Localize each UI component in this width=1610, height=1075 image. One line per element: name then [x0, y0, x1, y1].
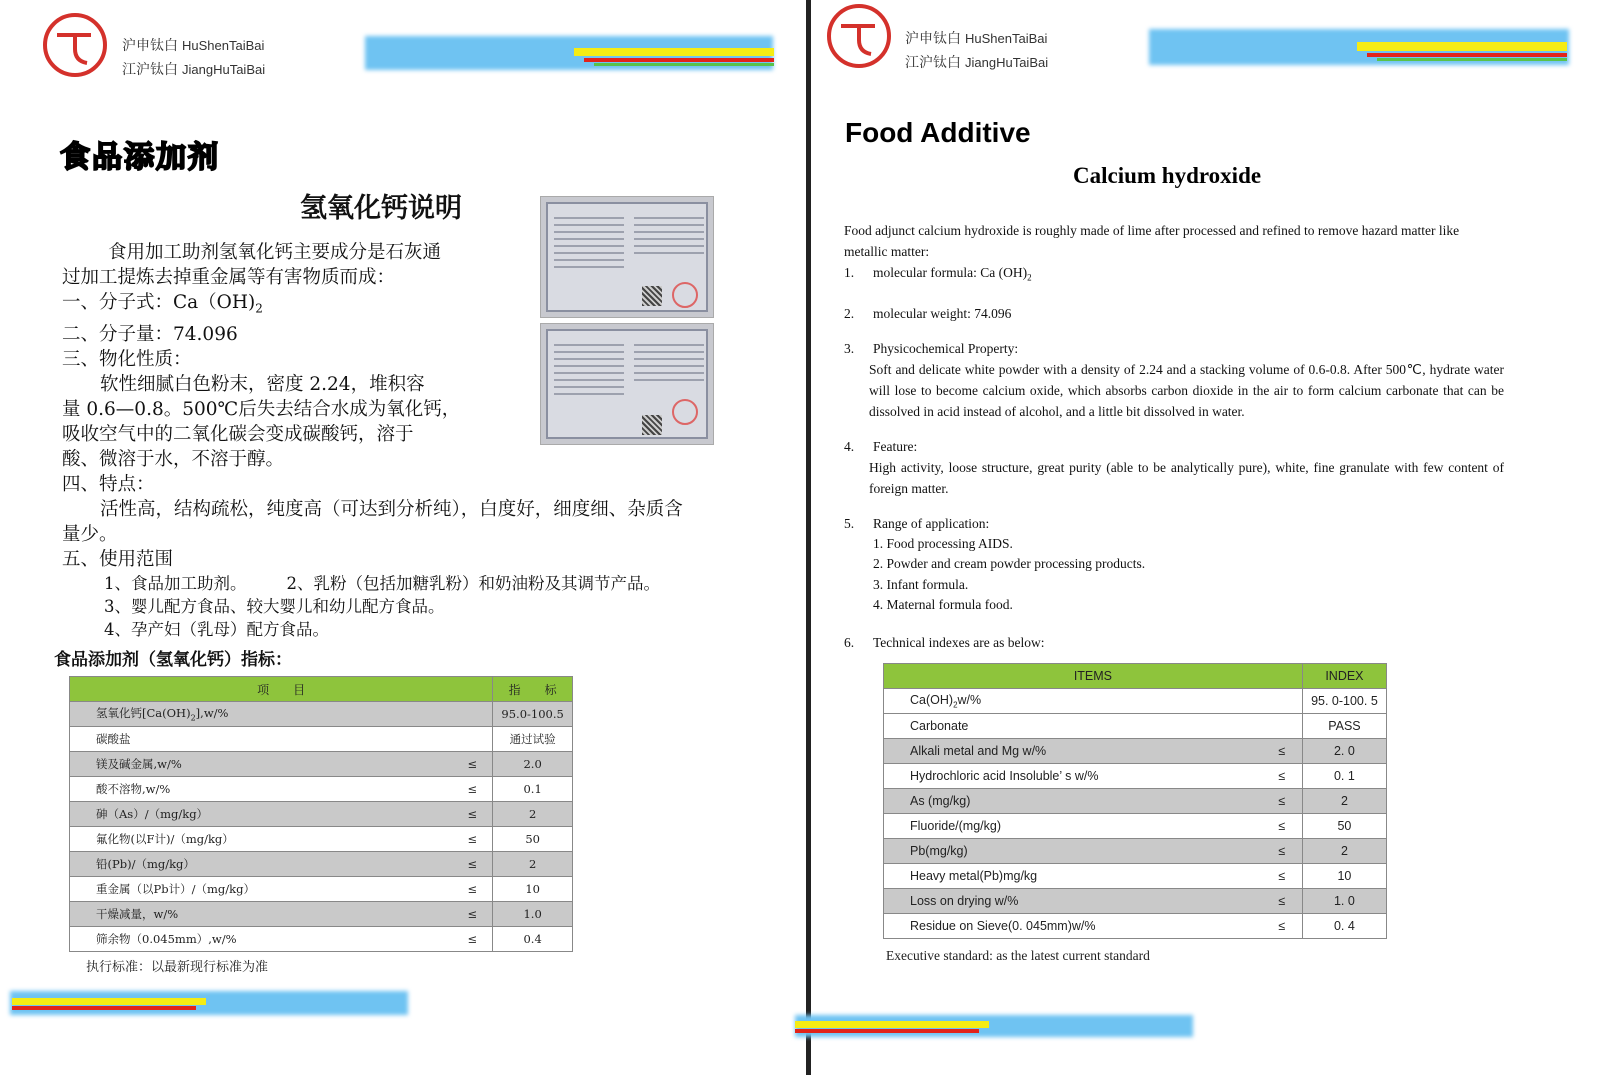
row-item: Carbonate	[884, 714, 1262, 739]
row-limit-sign: ≤	[1262, 789, 1303, 814]
row-index-value: 95.0-100.5	[493, 702, 573, 727]
brand-name: 沪申钛白 HuShenTaiBai 江沪钛白 JiangHuTaiBai	[905, 31, 1049, 71]
row-index-value: 1. 0	[1302, 889, 1386, 914]
table-row	[884, 889, 1387, 914]
row-item: Residue on Sieve(0. 045mm)w/%	[884, 914, 1262, 939]
row-index-value: 50	[1302, 814, 1386, 839]
table-row	[884, 814, 1387, 839]
table-header-row	[884, 664, 1387, 689]
row-index-value: PASS	[1302, 714, 1386, 739]
section-application: 5. Range of application:	[844, 515, 990, 531]
row-item: Alkali metal and Mg w/%	[884, 739, 1262, 764]
column-header-index: 指 标	[493, 677, 573, 702]
table-row	[70, 827, 573, 852]
property-heading: 三、物化性质：	[62, 348, 192, 370]
molecular-formula: 一、分子式：$Ca(OH)_2$	[62, 292, 263, 316]
table-row	[884, 739, 1387, 764]
table-row	[70, 877, 573, 902]
row-item: 酸不溶物,w/%	[70, 777, 453, 802]
row-limit-sign: ≤	[452, 827, 493, 852]
row-limit-sign: ≤	[1262, 864, 1303, 889]
company-logo-icon	[43, 13, 107, 77]
row-index-value: 10	[493, 877, 573, 902]
row-limit-sign: ≤	[1262, 764, 1303, 789]
executive-standard-note: Executive standard: as the latest current standard	[886, 948, 1150, 963]
property-line: 量 0.6—0.8。500℃后失去结合水成为氧化钙，	[62, 398, 461, 420]
index-table	[883, 663, 1387, 939]
row-item: Hydrochloric acid Insoluble’ s w/%	[884, 764, 1262, 789]
company-logo-icon	[827, 4, 891, 68]
table-row	[70, 802, 573, 827]
food-additive-heading: Food Additive	[845, 117, 1031, 148]
table-row	[884, 839, 1387, 864]
table-row	[884, 864, 1387, 889]
row-item: Pb(mg/kg)	[884, 839, 1262, 864]
table-row	[70, 927, 573, 952]
row-item: 氟化物(以F计)/（mg/kg）	[70, 827, 453, 852]
row-item: 重金属（以Pb计）/（mg/kg）	[70, 877, 453, 902]
table-row	[884, 914, 1387, 939]
food-additive-art-title: 食品添加剂	[60, 140, 220, 175]
row-index-value: 2	[493, 802, 573, 827]
row-index-value: 2	[1302, 789, 1386, 814]
row-item: As (mg/kg)	[884, 789, 1262, 814]
row-item: 筛余物（0.045mm）,w/%	[70, 927, 453, 952]
header-band-green	[594, 63, 774, 66]
row-limit-sign: ≤	[1262, 889, 1303, 914]
footer-band-yellow	[12, 998, 206, 1005]
section-formula: 1. molecular formula: Ca $(OH)_2$	[844, 265, 1032, 283]
header-band-red	[584, 58, 774, 62]
row-limit-sign	[1262, 714, 1303, 739]
column-header-item: 项 目	[70, 677, 493, 702]
table-row	[70, 752, 573, 777]
row-index-value: 2. 0	[1302, 739, 1386, 764]
header-band-red	[1367, 53, 1567, 57]
header-band-yellow	[574, 48, 774, 56]
row-item: Heavy metal(Pb)mg/kg	[884, 864, 1262, 889]
row-limit-sign: ≤	[452, 902, 493, 927]
section-property: 3. Physicochemical Property:	[844, 340, 1019, 356]
usage-line: 4、孕产妇（乳母）配方食品。	[104, 619, 329, 639]
table-row	[70, 777, 573, 802]
section-technical-indexes: 6. Technical indexes are as below:	[844, 634, 1045, 650]
table-row	[70, 902, 573, 927]
application-item: 2. Powder and cream powder processing products.	[873, 556, 1146, 572]
row-index-value: 95. 0-100. 5	[1302, 689, 1386, 714]
row-item: 氢氧化钙$[Ca(OH)_2],w/\%$	[70, 702, 453, 727]
row-limit-sign	[452, 702, 493, 727]
row-limit-sign	[1262, 689, 1303, 714]
row-index-value: 0.1	[493, 777, 573, 802]
row-limit-sign: ≤	[1262, 914, 1303, 939]
row-item: 镁及碱金属,w/%	[70, 752, 453, 777]
property-line: 吸收空气中的二氧化碳会变成碳酸钙，溶于	[62, 423, 414, 445]
row-limit-sign: ≤	[452, 777, 493, 802]
table-row	[884, 714, 1387, 739]
row-limit-sign: ≤	[452, 752, 493, 777]
row-item: Loss on drying w/%	[884, 889, 1262, 914]
row-limit-sign: ≤	[1262, 839, 1303, 864]
row-index-value: 2	[1302, 839, 1386, 864]
property-paragraph: Soft and delicate white powder with a density of 2.24 and a stacking volume of 0.6-0.8. After 500℃, hydrate water will lose to become calcium oxide, which absorbs carbon dioxide in the air to form calcium carbonate that can be dissolved in acid instead of alcohol, and a little bit dissolved in water.	[869, 361, 1504, 419]
row-limit-sign: ≤	[452, 852, 493, 877]
row-item: Fluoride/(mg/kg)	[884, 814, 1262, 839]
feature-paragraph: High activity, loose structure, great purity (able to be analytically pure), white, fine granulate with few content of foreign matter.	[869, 459, 1504, 496]
row-index-value: 0.4	[493, 927, 573, 952]
index-table-heading: 食品添加剂（氢氧化钙）指标：	[54, 650, 292, 670]
index-table	[69, 676, 573, 952]
row-limit-sign	[452, 727, 493, 752]
footer-band-red	[12, 1006, 196, 1010]
section-weight: 2. molecular weight: 74.096	[844, 305, 1012, 321]
row-item: 碳酸盐	[70, 727, 453, 752]
intro-paragraph: Food adjunct calcium hydroxide is roughly made of lime after processed and refined to remove hazard matter like metallic matter:	[844, 223, 1460, 259]
row-limit-sign: ≤	[1262, 739, 1303, 764]
document-title: 氢氧化钙说明	[300, 193, 462, 224]
application-item: 4. Maternal formula food.	[873, 597, 1013, 613]
application-item: 1. Food processing AIDS.	[873, 535, 1013, 551]
row-item: 干燥减量，w/%	[70, 902, 453, 927]
row-limit-sign: ≤	[452, 927, 493, 952]
english-spec-page	[811, 0, 1610, 1075]
row-item: 砷（As）/（mg/kg）	[70, 802, 453, 827]
row-index-value: 2	[493, 852, 573, 877]
table-header-row	[70, 677, 573, 702]
row-index-value: 通过试验	[493, 727, 573, 752]
row-index-value: 0. 4	[1302, 914, 1386, 939]
table-row	[884, 789, 1387, 814]
description-body	[844, 220, 1504, 653]
row-limit-sign: ≤	[452, 802, 493, 827]
footer-band-yellow	[795, 1021, 989, 1028]
column-header-items: ITEMS	[884, 664, 1303, 689]
row-index-value: 10	[1302, 864, 1386, 889]
feature-heading: 四、特点：	[62, 473, 155, 495]
feature-line: 活性高，结构疏松，纯度高（可达到分析纯），白度好，细度细、杂质含	[100, 498, 683, 520]
executive-standard-note: 执行标准：以最新现行标准为准	[86, 960, 269, 975]
section-feature: 4. Feature:	[844, 438, 918, 454]
table-row	[70, 702, 573, 727]
table-row	[70, 727, 573, 752]
header-band-green	[1377, 58, 1567, 61]
row-index-value: 1.0	[493, 902, 573, 927]
usage-line: 1、食品加工助剂。 2、乳粉（包括加糖乳粉）和奶油粉及其调节产品。	[104, 573, 660, 593]
row-limit-sign: ≤	[1262, 814, 1303, 839]
description-body	[62, 240, 732, 641]
property-line: 酸、微溶于水，不溶于醇。	[62, 448, 285, 470]
intro-line: 过加工提炼去掉重金属等有害物质而成：	[62, 267, 396, 288]
table-row	[884, 764, 1387, 789]
row-index-value: 2.0	[493, 752, 573, 777]
header-band-yellow	[1357, 42, 1567, 51]
feature-line: 量少。	[62, 523, 118, 545]
row-item: $Ca(OH)_2w/\%$	[884, 689, 1262, 714]
property-line: 软性细腻白色粉末，密度 2.24，堆积容	[100, 373, 425, 395]
application-item: 3. Infant formula.	[873, 576, 969, 592]
usage-heading: 五、使用范围	[62, 548, 174, 570]
intro-line: 食用加工助剂氢氧化钙主要成分是石灰通	[108, 242, 442, 263]
row-limit-sign: ≤	[452, 877, 493, 902]
usage-line: 3、婴儿配方食品、较大婴儿和幼儿配方食品。	[104, 596, 445, 616]
row-item: 铅(Pb)/（mg/kg）	[70, 852, 453, 877]
document-title: Calcium hydroxide	[1073, 163, 1262, 188]
table-row	[70, 852, 573, 877]
footer-band-red	[795, 1029, 979, 1033]
column-header-index: INDEX	[1302, 664, 1386, 689]
row-index-value: 50	[493, 827, 573, 852]
row-index-value: 0. 1	[1302, 764, 1386, 789]
molecular-weight: 二、分子量：74.096	[62, 323, 238, 345]
table-row	[884, 689, 1387, 714]
brand-name: 沪申钛白 HuShenTaiBai 江沪钛白 JiangHuTaiBai	[122, 38, 266, 78]
